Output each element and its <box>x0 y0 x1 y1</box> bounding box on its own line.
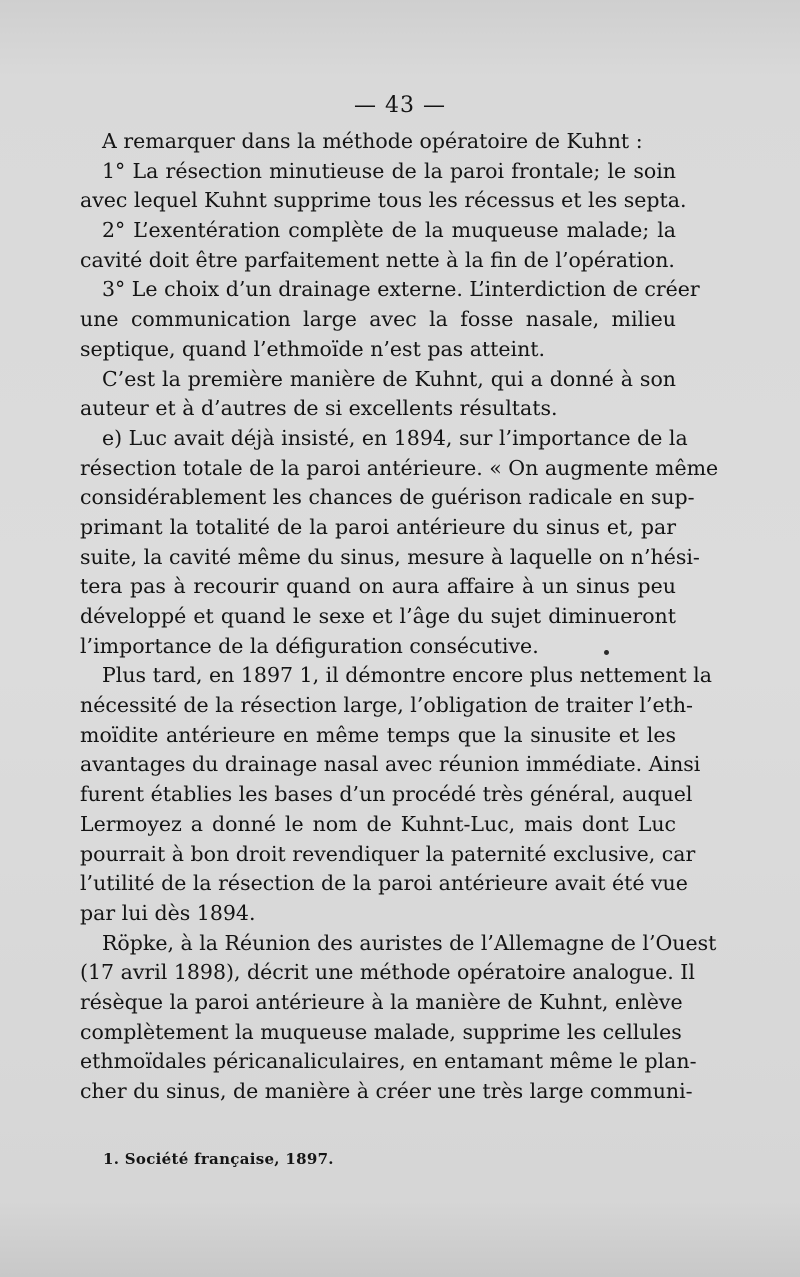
text-line: auteur et à d’autres de si excellents résultats. <box>80 396 558 421</box>
text-line: par lui dès 1894. <box>80 900 256 925</box>
text-line: considérablement les chances de guérison radicale en sup- <box>80 485 695 510</box>
text-line: l’utilité de la résection de la paroi antérieure avait été vue <box>80 871 688 896</box>
text-line: C’est la première manière de Kuhnt, qui a donné à son <box>102 366 676 391</box>
text-line: développé et quand le sexe et l’âge du sujet diminueront <box>80 604 676 628</box>
text-line: suite, la cavité même du sinus, mesure à laquelle on n’hési- <box>80 544 700 569</box>
text-line: (17 avril 1898), décrit une méthode opératoire analogue. Il <box>80 960 695 985</box>
text-line: e) Luc avait déjà insisté, en 1894, sur l’importance de la <box>102 425 688 450</box>
text-line: cher du sinus, de manière à créer une très large communi- <box>80 1079 693 1103</box>
text-line: Lermoyez a donné le nom de Kuhnt-Luc, mais dont Luc <box>80 811 676 836</box>
text-line: une communication large avec la fosse nasale, milieu <box>80 307 676 332</box>
text-line: 3° Le choix d’un drainage externe. L’interdiction de créer <box>102 277 700 302</box>
text-line: avantages du drainage nasal avec réunion immédiate. Ainsi <box>80 752 701 777</box>
text-line: tera pas à recourir quand on aura affaire à un sinus peu <box>80 574 676 599</box>
page-number: — 43 — <box>354 93 446 118</box>
text-line: résection totale de la paroi antérieure. « On augmente même <box>80 455 719 480</box>
text-line: pourrait à bon droit revendiquer la paternité exclusive, car <box>80 841 696 866</box>
footnote: 1. Société française, 1897. <box>103 1150 334 1168</box>
text-line: A remarquer dans la méthode opératoire de Kuhnt : <box>102 129 643 153</box>
text-line: complètement la muqueuse malade, supprime les cellules <box>80 1019 682 1044</box>
text-line: résèque la paroi antérieure à la manière de Kuhnt, enlève <box>80 989 683 1014</box>
text-line: primant la totalité de la paroi antérieure du sinus et, par <box>80 514 676 539</box>
text-line: 2° L’exentération complète de la muqueuse malade; la <box>102 218 676 243</box>
text-line: Plus tard, en 1897 1, il démontre encore plus nettement la <box>102 663 712 688</box>
text-line: moïdite antérieure en même temps que la sinusite et les <box>80 722 676 747</box>
text-line: septique, quand l’ethmoïde n’est pas atteint. <box>80 336 546 361</box>
ink-speck <box>604 650 609 655</box>
text-line: nécessité de la résection large, l’obligation de traiter l’eth- <box>80 693 693 718</box>
body-text <box>80 127 719 1107</box>
text-line: l’importance de la défiguration consécutive. <box>80 633 539 658</box>
text-line: 1° La résection minutieuse de la paroi frontale; le soin <box>102 158 676 183</box>
text-line: avec lequel Kuhnt supprime tous les récessus et les septa. <box>80 188 687 213</box>
text-line: cavité doit être parfaitement nette à la fin de l’opération. <box>80 247 675 272</box>
text-line: Röpke, à la Réunion des auristes de l’Allemagne de l’Ouest <box>102 930 717 955</box>
text-line: furent établies les bases d’un procédé très général, auquel <box>80 782 693 807</box>
text-line: ethmoïdales péricanaliculaires, en entamant même le plan- <box>80 1049 697 1074</box>
